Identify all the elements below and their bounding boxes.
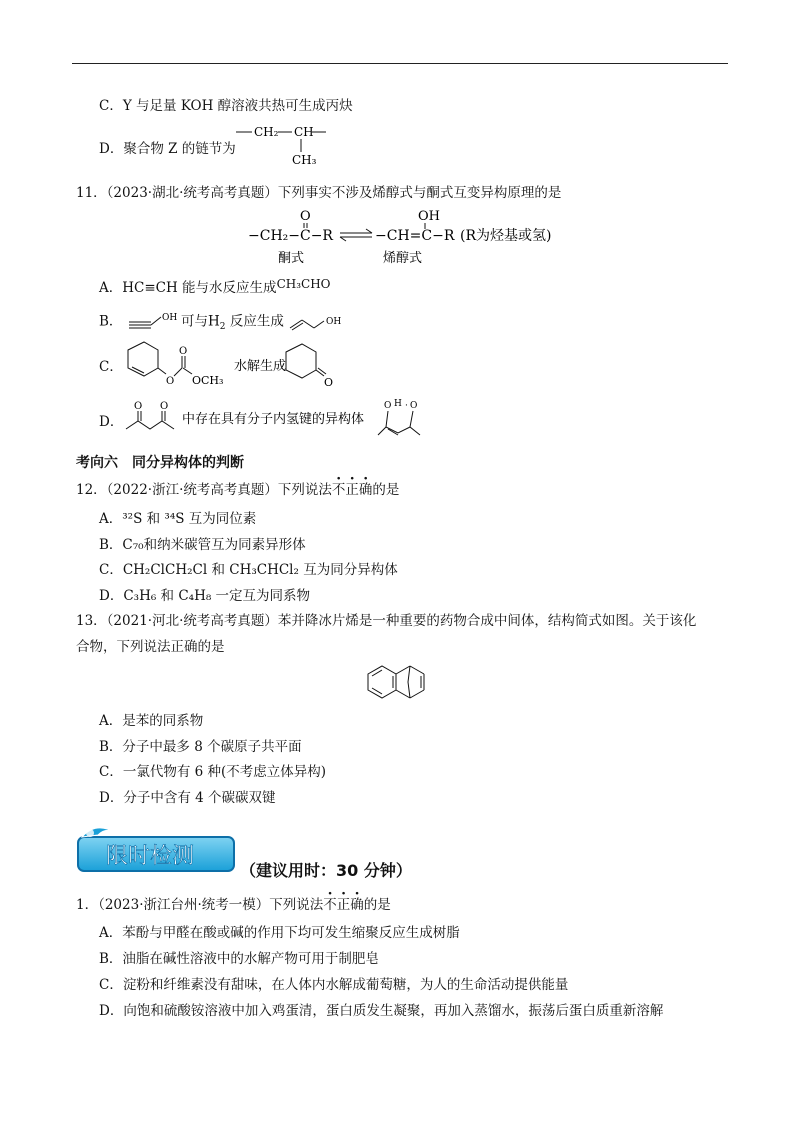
svg-text:OH: OH [161,313,177,323]
svg-text:O: O [300,209,311,224]
section-heading: 考向六 同分异构体的判断 [76,455,244,471]
q11-stem: 11．（2023·湖北·统考高考真题）下列事实不涉及烯醇式与酮式互变异构原理的是 [76,185,562,201]
svg-text:O: O [410,401,418,411]
svg-text:CH₂: CH₂ [254,125,279,139]
q11-d-mid: 中存在具有分子内氢键的异构体 [182,412,365,427]
svg-text:OCH₃: OCH₃ [192,374,224,387]
enol-label: 烯醇式 [383,251,423,266]
q13-option-d: D．分子中含有 4 个碳碳双键 [99,790,276,806]
q13-option-a: A．是苯的同系物 [99,713,204,729]
header-rule [72,63,728,64]
svg-text:−CH₂−C−R: −CH₂−C−R [248,228,333,244]
q12-option-b: B．C₇₀和纳米碳管互为同素异形体 [99,537,306,553]
q13-option-c: C．一氯代物有 6 种(不考虑立体异构) [99,764,327,780]
benzonorbornadiene-structure [364,658,440,706]
repeat-unit-structure [232,122,332,170]
test1-option-c: C．淀粉和纤维素没有甜味，在人体内水解成葡萄糖，为人的生命活动提供能量 [99,977,569,993]
svg-text:O: O [166,376,175,387]
timed-test-banner [76,823,236,873]
svg-text:O: O [160,401,169,412]
q12-stem: 12．（2022·浙江·统考高考真题）下列说法不正确的是 [76,482,400,498]
tautomer-equation [248,204,568,266]
svg-text:CH: CH [294,125,314,139]
test1-option-a: A．苯酚与甲醛在酸或碱的作用下均可发生缩聚反应生成树脂 [99,925,460,941]
suggested-time: （建议用时：30 分钟） [240,861,412,880]
svg-text:O: O [134,401,143,412]
svg-text:OH: OH [418,209,440,224]
q12-option-a: A．³²S 和 ³⁴S 互为同位素 [99,511,257,527]
q11-option-a: A．HC≡CH 能与水反应生成CH₃CHO [99,277,331,296]
q11-option-c: C． [99,359,123,375]
q11-option-b: B． OH 可与$H_2$ 反应生成 OH [99,312,348,336]
svg-text:·: · [405,401,408,411]
q13-option-b: B．分子中最多 8 个碳原子共平面 [99,739,302,755]
test1-option-d: D．向饱和硫酸铵溶液中加入鸡蛋清，蛋白质发生凝聚，再加入蒸馏水，振荡后蛋白质重新溶解 [99,1003,664,1019]
r-note: (R为烃基或氢) [460,228,552,244]
test1-option-b: B．油脂在碱性溶液中的水解产物可用于制肥皂 [99,951,379,967]
q13-stem-line2: 合物，下列说法正确的是 [76,639,225,655]
q11-c-mid: 水解生成 [234,359,287,374]
svg-text:H: H [394,399,402,409]
svg-text:−CH=C−R: −CH=C−R [375,228,455,244]
q12-option-d: D．C₃H₆ 和 C₄H₈ 一定互为同系物 [99,588,311,604]
svg-text:O: O [179,346,188,357]
keto-label: 酮式 [278,251,305,266]
propargyl-alcohol-structure [127,312,177,332]
acetylacetone-structure [122,395,452,443]
q10-option-d: D．聚合物 Z 的链节为 [99,141,236,157]
svg-text:OH: OH [326,317,342,327]
allyl-alcohol-structure [288,312,348,332]
cyclohexenyl-carbonate-structure [116,340,356,392]
q12-option-c: C．CH₂ClCH₂Cl 和 CH₃CHCl₂ 互为同分异构体 [99,562,398,578]
svg-text:CH₃: CH₃ [292,153,317,167]
svg-text:O: O [384,401,392,411]
q13-stem-line1: 13．（2021·河北·统考高考真题）苯并降冰片烯是一种重要的药物合成中间体，结构简式如图。关于该化 [76,613,697,629]
svg-text:O: O [324,376,334,389]
q10-option-c: C．Y 与足量 KOH 醇溶液共热可生成丙炔 [99,98,353,114]
q11-option-d: D． [99,414,124,430]
banner-title: 限时检测 [106,844,195,869]
test1-stem: 1．（2023·浙江台州·统考一模）下列说法不正确的是 [76,897,391,913]
